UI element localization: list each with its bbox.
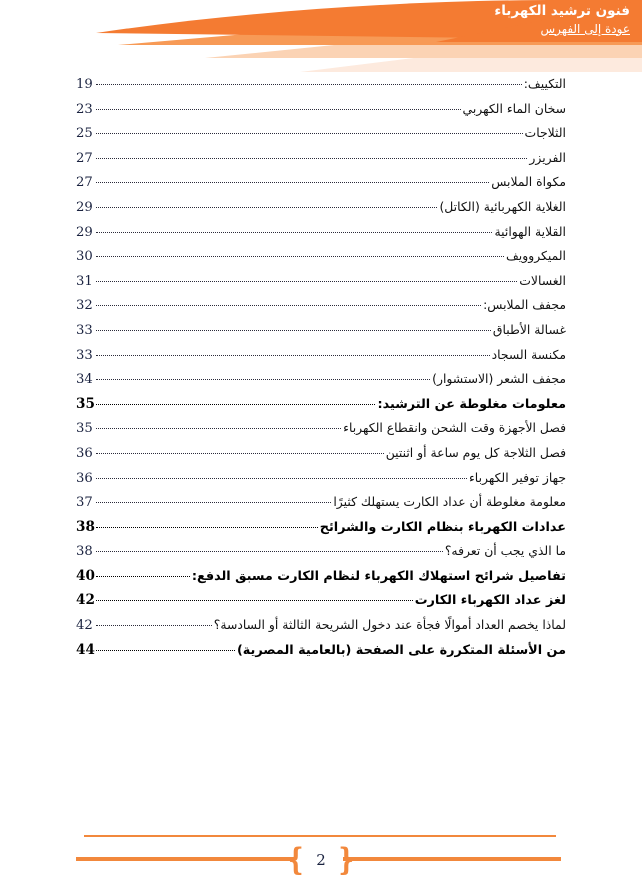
- toc-entry[interactable]: [0, 613, 642, 638]
- toc-entry-page-number: 37: [76, 495, 93, 511]
- toc-dot-leader: [96, 72, 522, 88]
- toc-entry-label: مجفف الملابس:: [483, 297, 566, 313]
- toc-entry[interactable]: [0, 269, 642, 294]
- page-title: فنون ترشيد الكهرباء: [494, 3, 630, 19]
- toc-dot-leader: [96, 392, 375, 408]
- toc-dot-leader: [96, 343, 490, 359]
- toc-entry[interactable]: [0, 244, 642, 269]
- footer-rule-top: [84, 835, 556, 837]
- toc-entry-label: لماذا يخصم العداد أموالًا فجأة عند دخول الشريحة الثالثة أو السادسة؟: [213, 617, 566, 633]
- toc-entry-label: من الأسئلة المتكررة على الصفحة (بالعامية المصرية): [236, 642, 566, 658]
- toc-entry-page-number: 36: [76, 470, 93, 486]
- toc-entry[interactable]: [0, 343, 642, 368]
- toc-entry-page-number: 30: [76, 249, 93, 265]
- toc-entry-page-number: 29: [76, 199, 93, 215]
- toc-entry-page-number: 38: [76, 544, 93, 560]
- toc-entry-page-number: 25: [76, 126, 93, 142]
- toc-dot-leader: [96, 220, 492, 236]
- toc-entry-label: لغز عداد الكهرباء الكارت: [414, 593, 566, 609]
- toc-entry-page-number: 34: [76, 372, 93, 388]
- toc-dot-leader: [96, 466, 467, 482]
- toc-entry-label: معلومات مغلوطة عن الترشيد:: [377, 396, 566, 412]
- toc-entry-label: عدادات الكهرباء بنظام الكارت والشرائح: [319, 519, 566, 535]
- toc-entry-label: الغلاية الكهربائية (الكاتل): [439, 198, 566, 214]
- toc-dot-leader: [96, 367, 430, 383]
- toc-entry-page-number: 42: [76, 618, 93, 634]
- toc-dot-leader: [96, 195, 437, 211]
- toc-entry-page-number: 44: [76, 641, 95, 658]
- toc-dot-leader: [96, 170, 489, 186]
- toc-dot-leader: [96, 416, 341, 432]
- toc-entry[interactable]: [0, 146, 642, 171]
- toc-entry[interactable]: [0, 490, 642, 515]
- toc-entry[interactable]: [0, 293, 642, 318]
- toc-entry-page-number: 23: [76, 101, 93, 117]
- toc-entry-label: ما الذي يجب أن تعرفه؟: [444, 543, 566, 559]
- toc-entry[interactable]: [0, 220, 642, 245]
- toc-entry[interactable]: [0, 170, 642, 195]
- toc-entry-label: غسالة الأطباق: [492, 321, 566, 337]
- toc-entry-label: جهاز توفير الكهرباء: [468, 469, 566, 485]
- toc-entry-label: مجفف الشعر (الاستشوار): [432, 371, 566, 387]
- footer-rule-right: [76, 857, 294, 861]
- toc-entry-page-number: 29: [76, 224, 93, 240]
- toc-entry-label: الفريزر: [529, 149, 566, 165]
- toc-entry-page-number: 38: [76, 518, 95, 535]
- toc-entry-page-number: 35: [76, 395, 95, 412]
- toc-entry-page-number: 32: [76, 298, 93, 314]
- toc-entry-page-number: 19: [76, 77, 93, 92]
- toc-entry[interactable]: [0, 195, 642, 220]
- toc-entry-label: سخان الماء الكهربي: [462, 100, 566, 116]
- toc-entry-label: فصل الأجهزة وقت الشحن وانقطاع الكهرباء: [343, 420, 566, 436]
- toc-entry[interactable]: [0, 318, 642, 343]
- toc-entry[interactable]: [0, 392, 642, 417]
- toc-entry[interactable]: [0, 515, 642, 540]
- page-footer: [0, 808, 642, 878]
- toc-dot-leader: [96, 564, 190, 580]
- toc-entry-page-number: 31: [76, 273, 93, 289]
- back-to-index-link[interactable]: عودة إلى الفهرس: [540, 21, 630, 36]
- toc-entry[interactable]: [0, 121, 642, 146]
- page-number: 2: [316, 851, 326, 869]
- toc-dot-leader: [96, 490, 331, 506]
- toc-entry[interactable]: [0, 441, 642, 466]
- toc-entry-page-number: 42: [76, 592, 95, 609]
- toc-entry-label: الثلاجات: [524, 125, 566, 141]
- toc-entry[interactable]: [0, 466, 642, 491]
- toc-entry[interactable]: [0, 588, 642, 613]
- toc-entry-label: تفاصيل شرائح استهلاك الكهرباء لنظام الكارت مسبق الدفع:: [191, 568, 566, 584]
- toc-entry-label: القلاية الهوائية: [494, 223, 566, 239]
- header-text-block: [494, 4, 630, 36]
- toc-entry-label: التكييف:: [523, 76, 566, 91]
- toc-dot-leader: [96, 638, 235, 654]
- toc-entry[interactable]: [0, 416, 642, 441]
- page-number-badge: [285, 841, 357, 878]
- toc-dot-leader: [96, 121, 523, 137]
- toc-entry[interactable]: [0, 564, 642, 589]
- brace-open-icon: ❴: [335, 841, 357, 878]
- toc-entry[interactable]: [0, 97, 642, 122]
- toc-entry-page-number: 27: [76, 150, 93, 166]
- toc-dot-leader: [96, 244, 504, 260]
- toc-dot-leader: [96, 588, 413, 604]
- toc-entry[interactable]: [0, 72, 642, 97]
- toc-entry-label: معلومة مغلوطة أن عداد الكارت يستهلك كثيرًا: [333, 494, 566, 510]
- table-of-contents: [0, 72, 642, 662]
- toc-entry-label: فصل الثلاجة كل يوم ساعة أو اثنتين: [385, 444, 566, 460]
- toc-dot-leader: [96, 613, 212, 629]
- toc-entry-page-number: 33: [76, 322, 93, 338]
- toc-entry[interactable]: [0, 638, 642, 663]
- toc-entry-label: مكواة الملابس: [491, 174, 566, 190]
- toc-dot-leader: [96, 146, 527, 162]
- toc-dot-leader: [96, 441, 384, 457]
- toc-entry-label: الميكروويف: [505, 248, 566, 264]
- toc-entry-label: الغسالات: [519, 272, 566, 288]
- toc-dot-leader: [96, 515, 318, 531]
- toc-dot-leader: [96, 539, 443, 555]
- toc-entry-label: مكنسة السجاد: [491, 346, 566, 362]
- toc-entry-page-number: 40: [76, 567, 95, 584]
- toc-entry-page-number: 35: [76, 421, 93, 437]
- brace-close-icon: ❵: [285, 841, 307, 878]
- toc-dot-leader: [96, 318, 491, 334]
- toc-entry[interactable]: [0, 539, 642, 564]
- toc-dot-leader: [96, 97, 461, 113]
- toc-entry-page-number: 36: [76, 445, 93, 461]
- toc-dot-leader: [96, 293, 481, 309]
- footer-rule-left: [343, 857, 561, 861]
- page-header: [0, 0, 642, 72]
- toc-entry[interactable]: [0, 367, 642, 392]
- toc-entry-page-number: 33: [76, 347, 93, 363]
- toc-entry-page-number: 27: [76, 175, 93, 191]
- toc-dot-leader: [96, 269, 517, 285]
